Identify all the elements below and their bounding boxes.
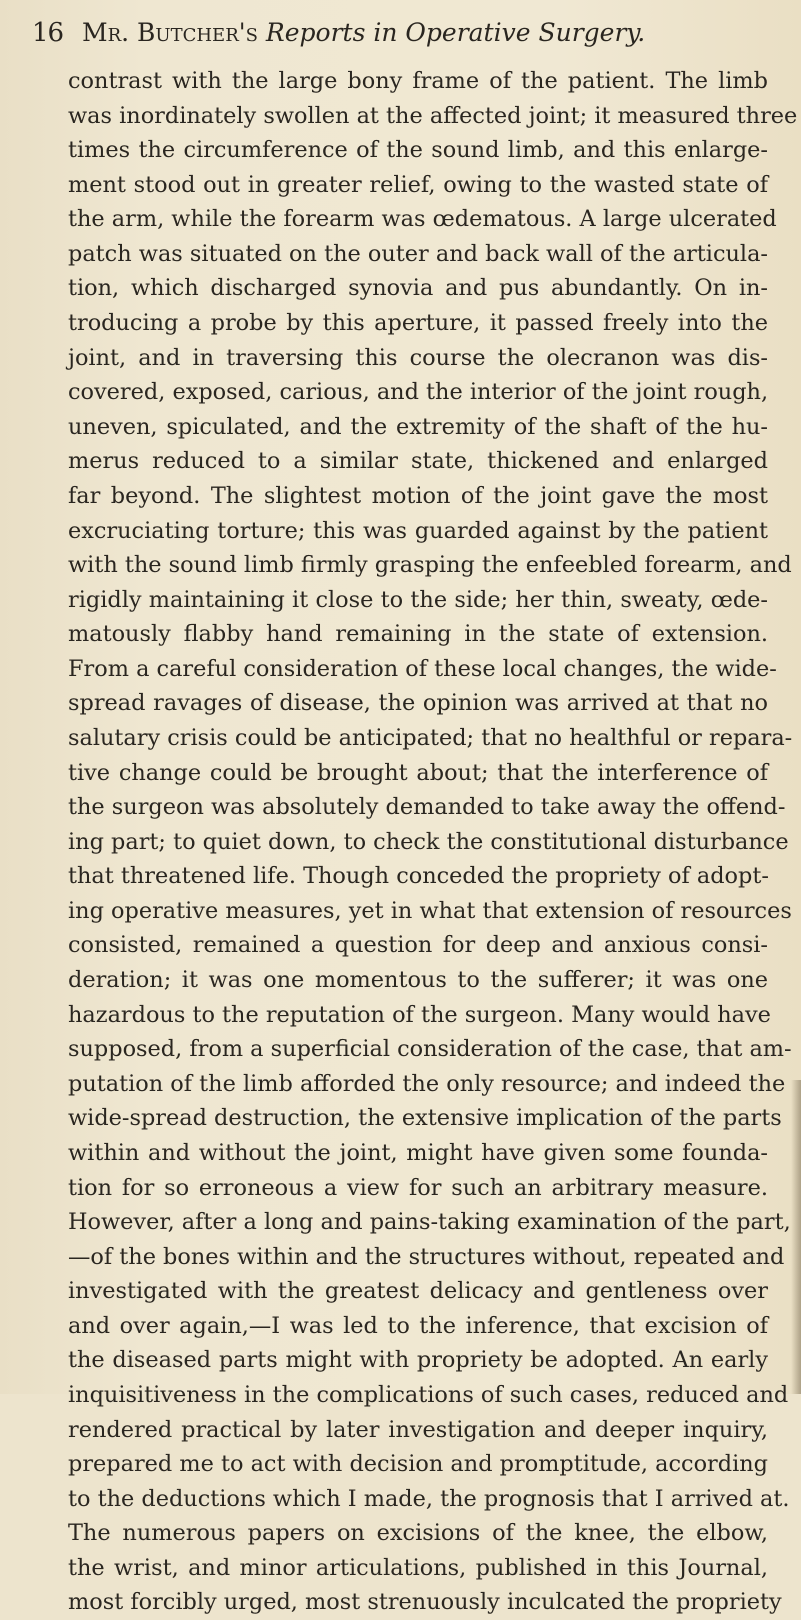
body-text: [68, 64, 798, 1620]
text-line: far beyond. The slightest motion of the joint gave the most: [68, 482, 768, 509]
text-line: supposed, from a superficial consideration of the case, that am-: [68, 1036, 792, 1063]
text-line: rigidly maintaining it close to the side; her thin, sweaty, œde-: [68, 586, 768, 613]
text-line: was inordinately swollen at the affected joint; it measured three: [68, 102, 798, 129]
text-line: ing operative measures, yet in what that extension of resources: [68, 897, 792, 924]
text-line: the surgeon was absolutely demanded to take away the offend-: [68, 794, 786, 821]
text-line: contrast with the large bony frame of the patient. The limb: [68, 68, 768, 94]
text-line: that threatened life. Though conceded the propriety of adopt-: [68, 863, 769, 890]
running-head: [82, 18, 645, 47]
running-head-author: Mr. Butcher's: [82, 18, 258, 47]
page-number: 16: [32, 18, 64, 48]
text-line: joint, and in traversing this course the olecranon was dis-: [68, 344, 768, 371]
text-line: ing part; to quiet down, to check the constitutional disturbance: [68, 828, 789, 855]
text-line: troducing a probe by this aperture, it passed freely into the: [68, 310, 768, 337]
text-line: most forcibly urged, most strenuously inculcated the propriety: [68, 1589, 782, 1616]
text-line: spread ravages of disease, the opinion was arrived at that no: [68, 690, 768, 717]
text-line: merus reduced to a similar state, thickened and enlarged: [68, 448, 768, 475]
running-head-title: Reports in Operative Surgery.: [265, 18, 646, 47]
text-line: hazardous to the reputation of the surgeon. Many would have: [68, 1001, 771, 1028]
text-line: deration; it was one momentous to the sufferer; it was one: [68, 967, 768, 994]
text-line: the diseased parts might with propriety be adopted. An early: [68, 1347, 768, 1374]
text-line: From a careful consideration of these local changes, the wide-: [68, 655, 777, 682]
text-line: the wrist, and minor articulations, published in this Journal,: [68, 1554, 768, 1581]
text-line: ment stood out in greater relief, owing to the wasted state of: [68, 171, 768, 198]
text-line: excruciating torture; this was guarded against by the patient: [68, 517, 768, 544]
page-header: [32, 18, 752, 58]
text-line: matously flabby hand remaining in the state of extension.: [68, 621, 768, 648]
text-line: covered, exposed, carious, and the interior of the joint rough,: [68, 379, 769, 406]
text-line: consisted, remained a question for deep and anxious consi-: [68, 932, 768, 959]
text-line: prepared me to act with decision and promptitude, according: [68, 1451, 768, 1478]
text-line: salutary crisis could be anticipated; that no healthful or repara-: [68, 724, 793, 751]
text-line: investigated with the greatest delicacy and gentleness over: [68, 1278, 768, 1305]
page-edge-shadow: [791, 1080, 801, 1394]
text-line: tion, which discharged synovia and pus abundantly. On in-: [68, 275, 768, 302]
text-line: rendered practical by later investigation and deeper inquiry,: [68, 1416, 768, 1443]
text-line: wide-spread destruction, the extensive implication of the parts: [68, 1105, 782, 1132]
text-line: putation of the limb afforded the only resource; and indeed the: [68, 1070, 786, 1097]
text-line: to the deductions which I made, the prognosis that I arrived at.: [68, 1485, 790, 1512]
text-line: the arm, while the forearm was œdematous. A large ulcerated: [68, 206, 777, 233]
text-line: patch was situated on the outer and back wall of the articula-: [68, 240, 768, 267]
text-line: times the circumference of the sound limb, and this enlarge-: [68, 137, 768, 164]
text-line: The numerous papers on excisions of the knee, the elbow,: [68, 1520, 768, 1547]
text-line: uneven, spiculated, and the extremity of the shaft of the hu-: [68, 413, 768, 440]
text-line: within and without the joint, might have given some founda-: [68, 1139, 768, 1166]
text-line: tive change could be brought about; that the interference of: [68, 759, 768, 786]
text-line: tion for so erroneous a view for such an arbitrary measure.: [68, 1174, 768, 1201]
text-line: However, after a long and pains-taking examination of the part,: [68, 1209, 791, 1236]
text-line: and over again,—I was led to the inference, that excision of: [68, 1312, 768, 1339]
text-line: with the sound limb firmly grasping the enfeebled forearm, and: [68, 552, 792, 579]
text-line: —of the bones within and the structures without, repeated and: [68, 1243, 785, 1270]
text-line: inquisitiveness in the complications of such cases, reduced and: [68, 1381, 789, 1408]
